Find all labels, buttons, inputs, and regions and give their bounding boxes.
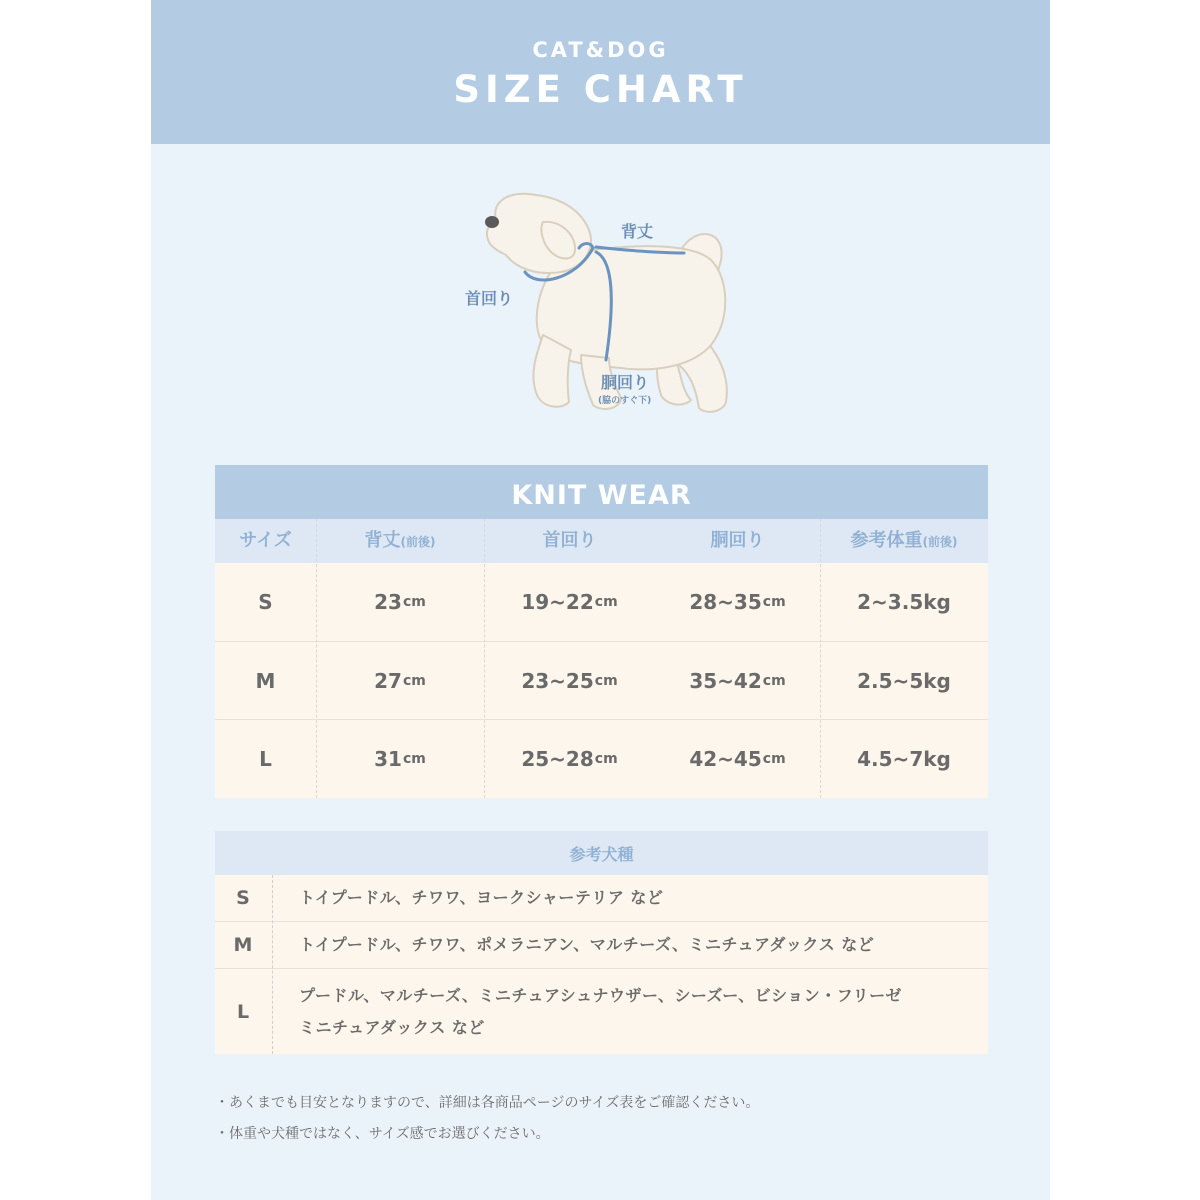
brand-label: CAT&DOG — [532, 38, 669, 62]
cell-chest: 28~35 cm — [689, 590, 786, 614]
row-divider — [215, 968, 988, 969]
cell-size: S — [258, 590, 273, 614]
breed-list: トイプードル、チワワ、ポメラニアン、マルチーズ、ミニチュアダックス など — [299, 935, 875, 954]
notes — [215, 1088, 759, 1150]
dog-measurement-diagram — [151, 150, 1050, 450]
breed-row — [215, 922, 988, 968]
breed-list: プードル、マルチーズ、ミニチュアシュナウザー、シーズー、ビション・フリーゼ ミニチュアダックス など — [299, 985, 902, 1037]
breed-size: M — [233, 934, 253, 956]
breed-list: トイプードル、チワワ、ヨークシャーテリア など — [299, 888, 664, 907]
knit-wear-size-table — [215, 465, 988, 798]
column-divider — [272, 875, 273, 1054]
column-divider — [820, 519, 821, 798]
header-size: サイズ — [239, 530, 292, 551]
row-divider — [215, 719, 988, 720]
header-weight: 参考体重(前後) — [850, 530, 958, 551]
cell-neck: 23~25 cm — [521, 668, 618, 693]
page-title: SIZE CHART — [453, 68, 748, 111]
column-divider — [484, 519, 485, 798]
cell-chest: 35~42 cm — [689, 668, 786, 693]
cell-size: L — [259, 747, 272, 771]
label-chest: 胴回り — [601, 373, 650, 392]
cell-weight: 4.5~7kg — [857, 747, 951, 771]
row-divider — [215, 641, 988, 642]
table-title: KNIT WEAR — [215, 465, 988, 519]
breed-table-title: 参考犬種 — [215, 831, 988, 875]
row-divider — [215, 921, 988, 922]
cell-neck: 19~22 cm — [521, 590, 618, 614]
breed-reference-table — [215, 831, 988, 1054]
cell-weight: 2~3.5kg — [857, 590, 951, 614]
breed-row — [215, 875, 988, 921]
header-chest: 胴回り — [710, 530, 765, 551]
header-back-length: 背丈(前後) — [364, 530, 436, 551]
label-back-length: 背丈 — [621, 222, 654, 241]
cell-neck: 25~28 cm — [521, 747, 618, 771]
breed-size: S — [236, 887, 250, 909]
cell-back: 23 cm — [374, 590, 426, 614]
cell-back: 27 cm — [374, 668, 426, 693]
label-neck: 首回り — [465, 289, 514, 308]
cell-back: 31 cm — [374, 747, 426, 771]
breed-row — [215, 969, 988, 1054]
table-row — [215, 563, 988, 641]
cell-chest: 42~45 cm — [689, 747, 786, 771]
column-divider — [316, 519, 317, 798]
label-chest-note: (脇のすぐ下) — [598, 396, 652, 406]
header-banner — [151, 0, 1050, 144]
size-chart-card — [151, 0, 1050, 1200]
table-row — [215, 642, 988, 719]
cell-size: M — [255, 668, 276, 693]
note-line: ・体重や犬種ではなく、サイズ感でお選びください。 — [215, 1126, 550, 1142]
table-header-row — [215, 519, 988, 563]
table-row — [215, 720, 988, 798]
cell-weight: 2.5~5kg — [857, 668, 951, 693]
header-neck: 首回り — [542, 530, 597, 551]
breed-size: L — [236, 1000, 250, 1023]
note-line: ・あくまでも目安となりますので、詳細は各商品ページのサイズ表をご確認ください。 — [215, 1095, 760, 1111]
